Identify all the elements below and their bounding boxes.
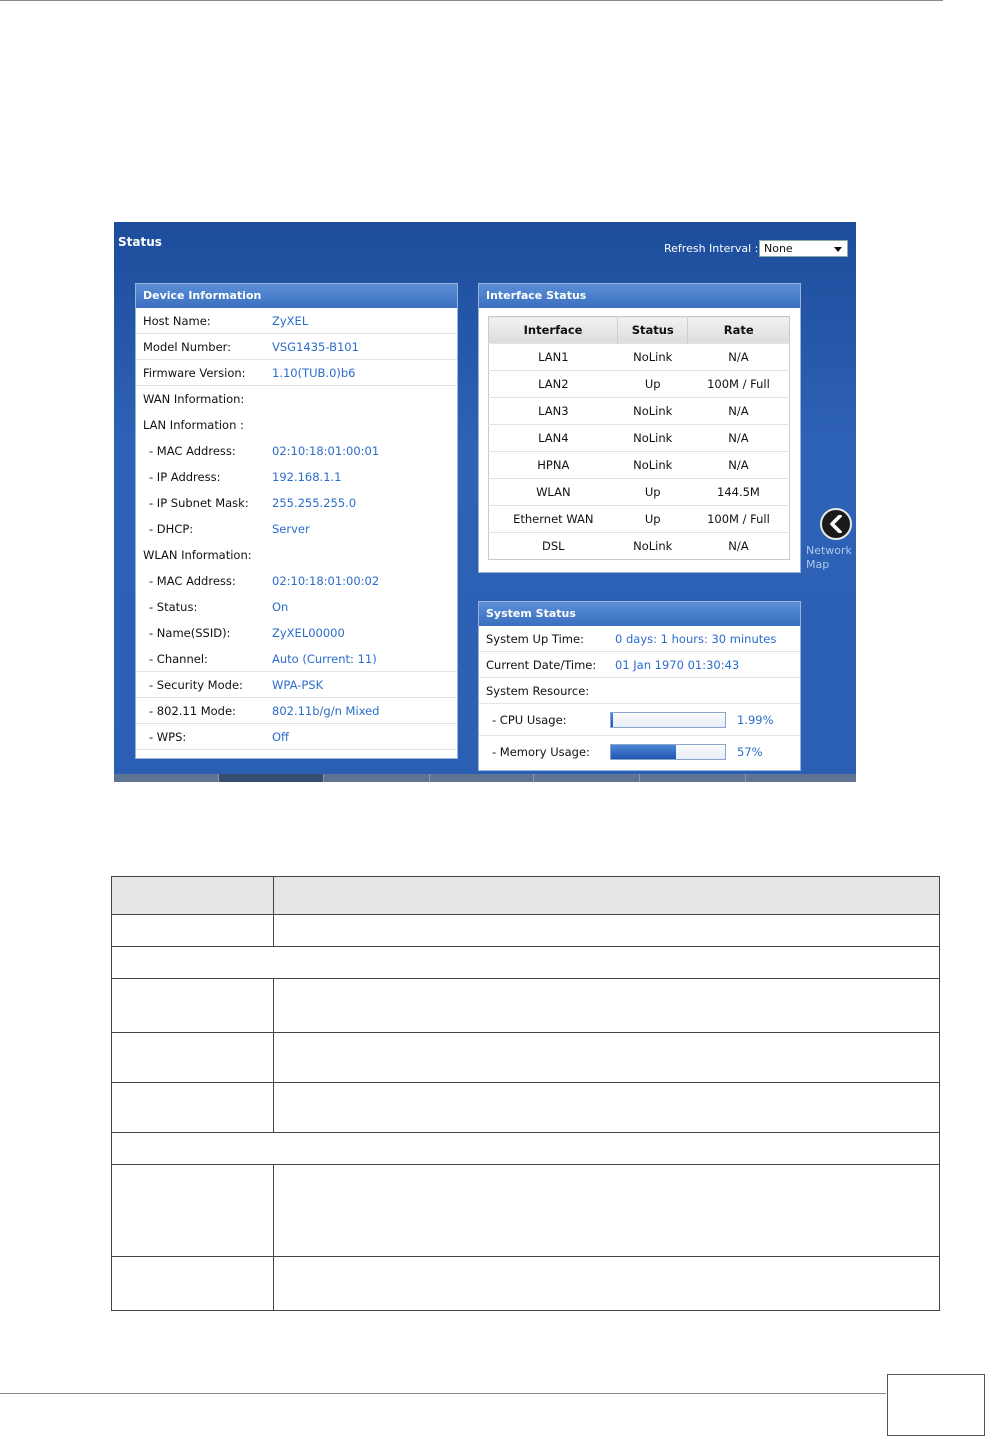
cpu-usage-label: - CPU Usage: — [492, 713, 567, 727]
current-date-time-label: Current Date/Time: — [486, 658, 597, 672]
field-description-table — [111, 876, 940, 1311]
device-info-value: 255.255.255.0 — [272, 496, 357, 510]
interface-status-cell: Up — [618, 371, 688, 398]
interface-status-cell: NoLink — [618, 533, 688, 560]
memory-usage-bar — [610, 744, 726, 760]
device-information-list — [136, 308, 457, 750]
refresh-interval-select[interactable] — [759, 240, 848, 257]
tab-strip-segment[interactable] — [430, 774, 534, 782]
memory-usage-value: 57% — [737, 745, 763, 759]
device-info-label: - IP Address: — [149, 470, 221, 484]
device-info-label: - Security Mode: — [149, 678, 243, 692]
interface-rate-cell: N/A — [688, 533, 790, 560]
device-info-row — [136, 438, 457, 464]
table-row — [489, 398, 790, 425]
table-row — [489, 479, 790, 506]
memory-usage-label: - Memory Usage: — [492, 745, 590, 759]
chevron-left-icon — [828, 515, 844, 533]
network-map-button[interactable] — [820, 508, 852, 540]
interface-status-rows — [489, 344, 790, 560]
interface-status-panel — [478, 283, 801, 573]
device-info-value: 192.168.1.1 — [272, 470, 342, 484]
table-cell — [112, 1033, 274, 1083]
table-cell — [112, 947, 940, 979]
table-row — [489, 371, 790, 398]
interface-status-cell: Up — [618, 479, 688, 506]
table-cell — [274, 1083, 940, 1133]
device-info-label: - Channel: — [149, 652, 208, 666]
interface-rate-cell: N/A — [688, 452, 790, 479]
table-row — [489, 425, 790, 452]
column-header-interface: Interface — [489, 317, 618, 344]
table-cell — [112, 979, 274, 1033]
cpu-usage-value: 1.99% — [737, 713, 774, 727]
table-row — [489, 533, 790, 560]
table-cell — [274, 1165, 940, 1257]
device-info-label: - Name(SSID): — [149, 626, 231, 640]
device-info-row — [136, 464, 457, 490]
device-info-label: Host Name: — [143, 314, 211, 328]
device-info-label: - DHCP: — [149, 522, 194, 536]
cpu-usage-row — [479, 704, 800, 736]
device-info-label: Firmware Version: — [143, 366, 246, 380]
interface-name-cell: LAN4 — [489, 425, 618, 452]
interface-status-header: Interface Status — [479, 284, 800, 308]
table-row — [489, 506, 790, 533]
device-info-label: - 802.11 Mode: — [149, 704, 236, 718]
device-info-value: VSG1435-B101 — [272, 340, 359, 354]
table-cell — [274, 915, 940, 947]
table-cell — [112, 1257, 274, 1311]
memory-usage-bar-fill — [611, 745, 676, 759]
table-row — [112, 915, 940, 947]
interface-rate-cell: 100M / Full — [688, 506, 790, 533]
system-status-header: System Status — [479, 602, 800, 626]
device-info-row — [136, 594, 457, 620]
device-info-value: Auto (Current: 11) — [272, 652, 377, 666]
table-row — [112, 1083, 940, 1133]
table-cell — [274, 877, 940, 915]
device-info-label: - IP Subnet Mask: — [149, 496, 249, 510]
interface-rate-cell: 100M / Full — [688, 371, 790, 398]
table-header-row — [112, 877, 940, 915]
table-row — [112, 1033, 940, 1083]
interface-name-cell: LAN2 — [489, 371, 618, 398]
system-resource-row — [479, 678, 800, 704]
interface-name-cell: LAN1 — [489, 344, 618, 371]
device-info-label: - WPS: — [149, 730, 187, 744]
table-cell — [274, 1033, 940, 1083]
interface-name-cell: Ethernet WAN — [489, 506, 618, 533]
memory-usage-row — [479, 736, 800, 767]
device-info-row — [136, 568, 457, 594]
interface-status-table — [488, 316, 790, 560]
interface-rate-cell: N/A — [688, 344, 790, 371]
system-status-panel — [478, 601, 801, 771]
interface-name-cell: DSL — [489, 533, 618, 560]
table-cell — [274, 1257, 940, 1311]
device-info-row — [136, 724, 457, 750]
device-info-value: Server — [272, 522, 310, 536]
cpu-usage-bar-fill — [611, 713, 613, 727]
cpu-usage-bar — [610, 712, 726, 728]
interface-status-cell: NoLink — [618, 425, 688, 452]
device-info-row — [136, 672, 457, 698]
device-info-row — [136, 360, 457, 386]
table-cell — [112, 1165, 274, 1257]
interface-name-cell: WLAN — [489, 479, 618, 506]
tab-strip-segment[interactable] — [640, 774, 746, 782]
top-rule — [0, 0, 943, 1]
network-map-label-line1: Network — [806, 544, 852, 557]
device-info-value: 02:10:18:01:00:01 — [272, 444, 380, 458]
tab-strip-segment[interactable] — [324, 774, 430, 782]
device-info-value: Off — [272, 730, 289, 744]
device-info-row — [136, 620, 457, 646]
device-info-label: - MAC Address: — [149, 574, 236, 588]
device-info-row — [136, 334, 457, 360]
network-map-label-line2: Map — [806, 558, 830, 571]
system-up-time-value: 0 days: 1 hours: 30 minutes — [615, 632, 777, 646]
interface-status-cell: NoLink — [618, 452, 688, 479]
device-info-row — [136, 646, 457, 672]
device-info-row — [136, 698, 457, 724]
device-info-row — [136, 490, 457, 516]
device-info-row — [136, 386, 457, 412]
interface-rate-cell: N/A — [688, 398, 790, 425]
table-cell — [274, 979, 940, 1033]
network-map-label[interactable] — [806, 544, 856, 572]
device-info-row — [136, 308, 457, 334]
device-info-value: WPA-PSK — [272, 678, 324, 692]
current-date-time-row — [479, 652, 800, 678]
device-info-value: ZyXEL00000 — [272, 626, 345, 640]
device-info-value: On — [272, 600, 289, 614]
interface-name-cell: LAN3 — [489, 398, 618, 425]
device-info-value: 1.10(TUB.0)b6 — [272, 366, 356, 380]
interface-status-cell: NoLink — [618, 344, 688, 371]
device-info-label: WAN Information: — [143, 392, 245, 406]
tab-strip-segment[interactable] — [534, 774, 640, 782]
column-header-rate: Rate — [688, 317, 790, 344]
device-info-value: 02:10:18:01:00:02 — [272, 574, 380, 588]
refresh-interval-value: None — [764, 242, 793, 255]
device-info-label: LAN Information : — [143, 418, 244, 432]
interface-rate-cell: 144.5M — [688, 479, 790, 506]
system-up-time-label: System Up Time: — [486, 632, 584, 646]
status-screen — [114, 222, 856, 782]
refresh-interval-label: Refresh Interval : — [664, 242, 759, 255]
table-header-row — [489, 317, 790, 344]
tab-strip-segment[interactable] — [746, 774, 856, 782]
device-info-label: WLAN Information: — [143, 548, 252, 562]
table-row — [112, 979, 940, 1033]
table-section-row — [112, 1133, 940, 1165]
device-information-header: Device Information — [136, 284, 457, 308]
device-info-value: 802.11b/g/n Mixed — [272, 704, 380, 718]
interface-rate-cell: N/A — [688, 425, 790, 452]
current-date-time-value: 01 Jan 1970 01:30:43 — [615, 658, 740, 672]
device-info-row — [136, 516, 457, 542]
table-cell — [112, 915, 274, 947]
table-cell — [112, 1133, 940, 1165]
table-row — [112, 1165, 940, 1257]
interface-name-cell: HPNA — [489, 452, 618, 479]
bottom-tab-strip — [114, 774, 856, 782]
table-row — [112, 1257, 940, 1311]
device-info-label: - Status: — [149, 600, 198, 614]
table-section-row — [112, 947, 940, 979]
interface-status-cell: Up — [618, 506, 688, 533]
column-header-status: Status — [618, 317, 688, 344]
table-row — [489, 452, 790, 479]
bottom-rule — [0, 1393, 886, 1394]
table-cell — [112, 877, 274, 915]
device-info-row — [136, 412, 457, 438]
table-cell — [112, 1083, 274, 1133]
device-information-panel — [135, 283, 458, 759]
device-info-row — [136, 542, 457, 568]
page-title: Status — [118, 235, 162, 249]
interface-status-cell: NoLink — [618, 398, 688, 425]
system-resource-label: System Resource: — [486, 684, 590, 698]
device-info-label: - MAC Address: — [149, 444, 236, 458]
device-info-value: ZyXEL — [272, 314, 309, 328]
table-row — [489, 344, 790, 371]
device-info-label: Model Number: — [143, 340, 232, 354]
page-number-box — [887, 1374, 985, 1436]
chevron-down-icon — [834, 247, 842, 252]
system-up-time-row — [479, 626, 800, 652]
tab-strip-segment-active[interactable] — [219, 774, 324, 782]
tab-strip-segment[interactable] — [114, 774, 219, 782]
